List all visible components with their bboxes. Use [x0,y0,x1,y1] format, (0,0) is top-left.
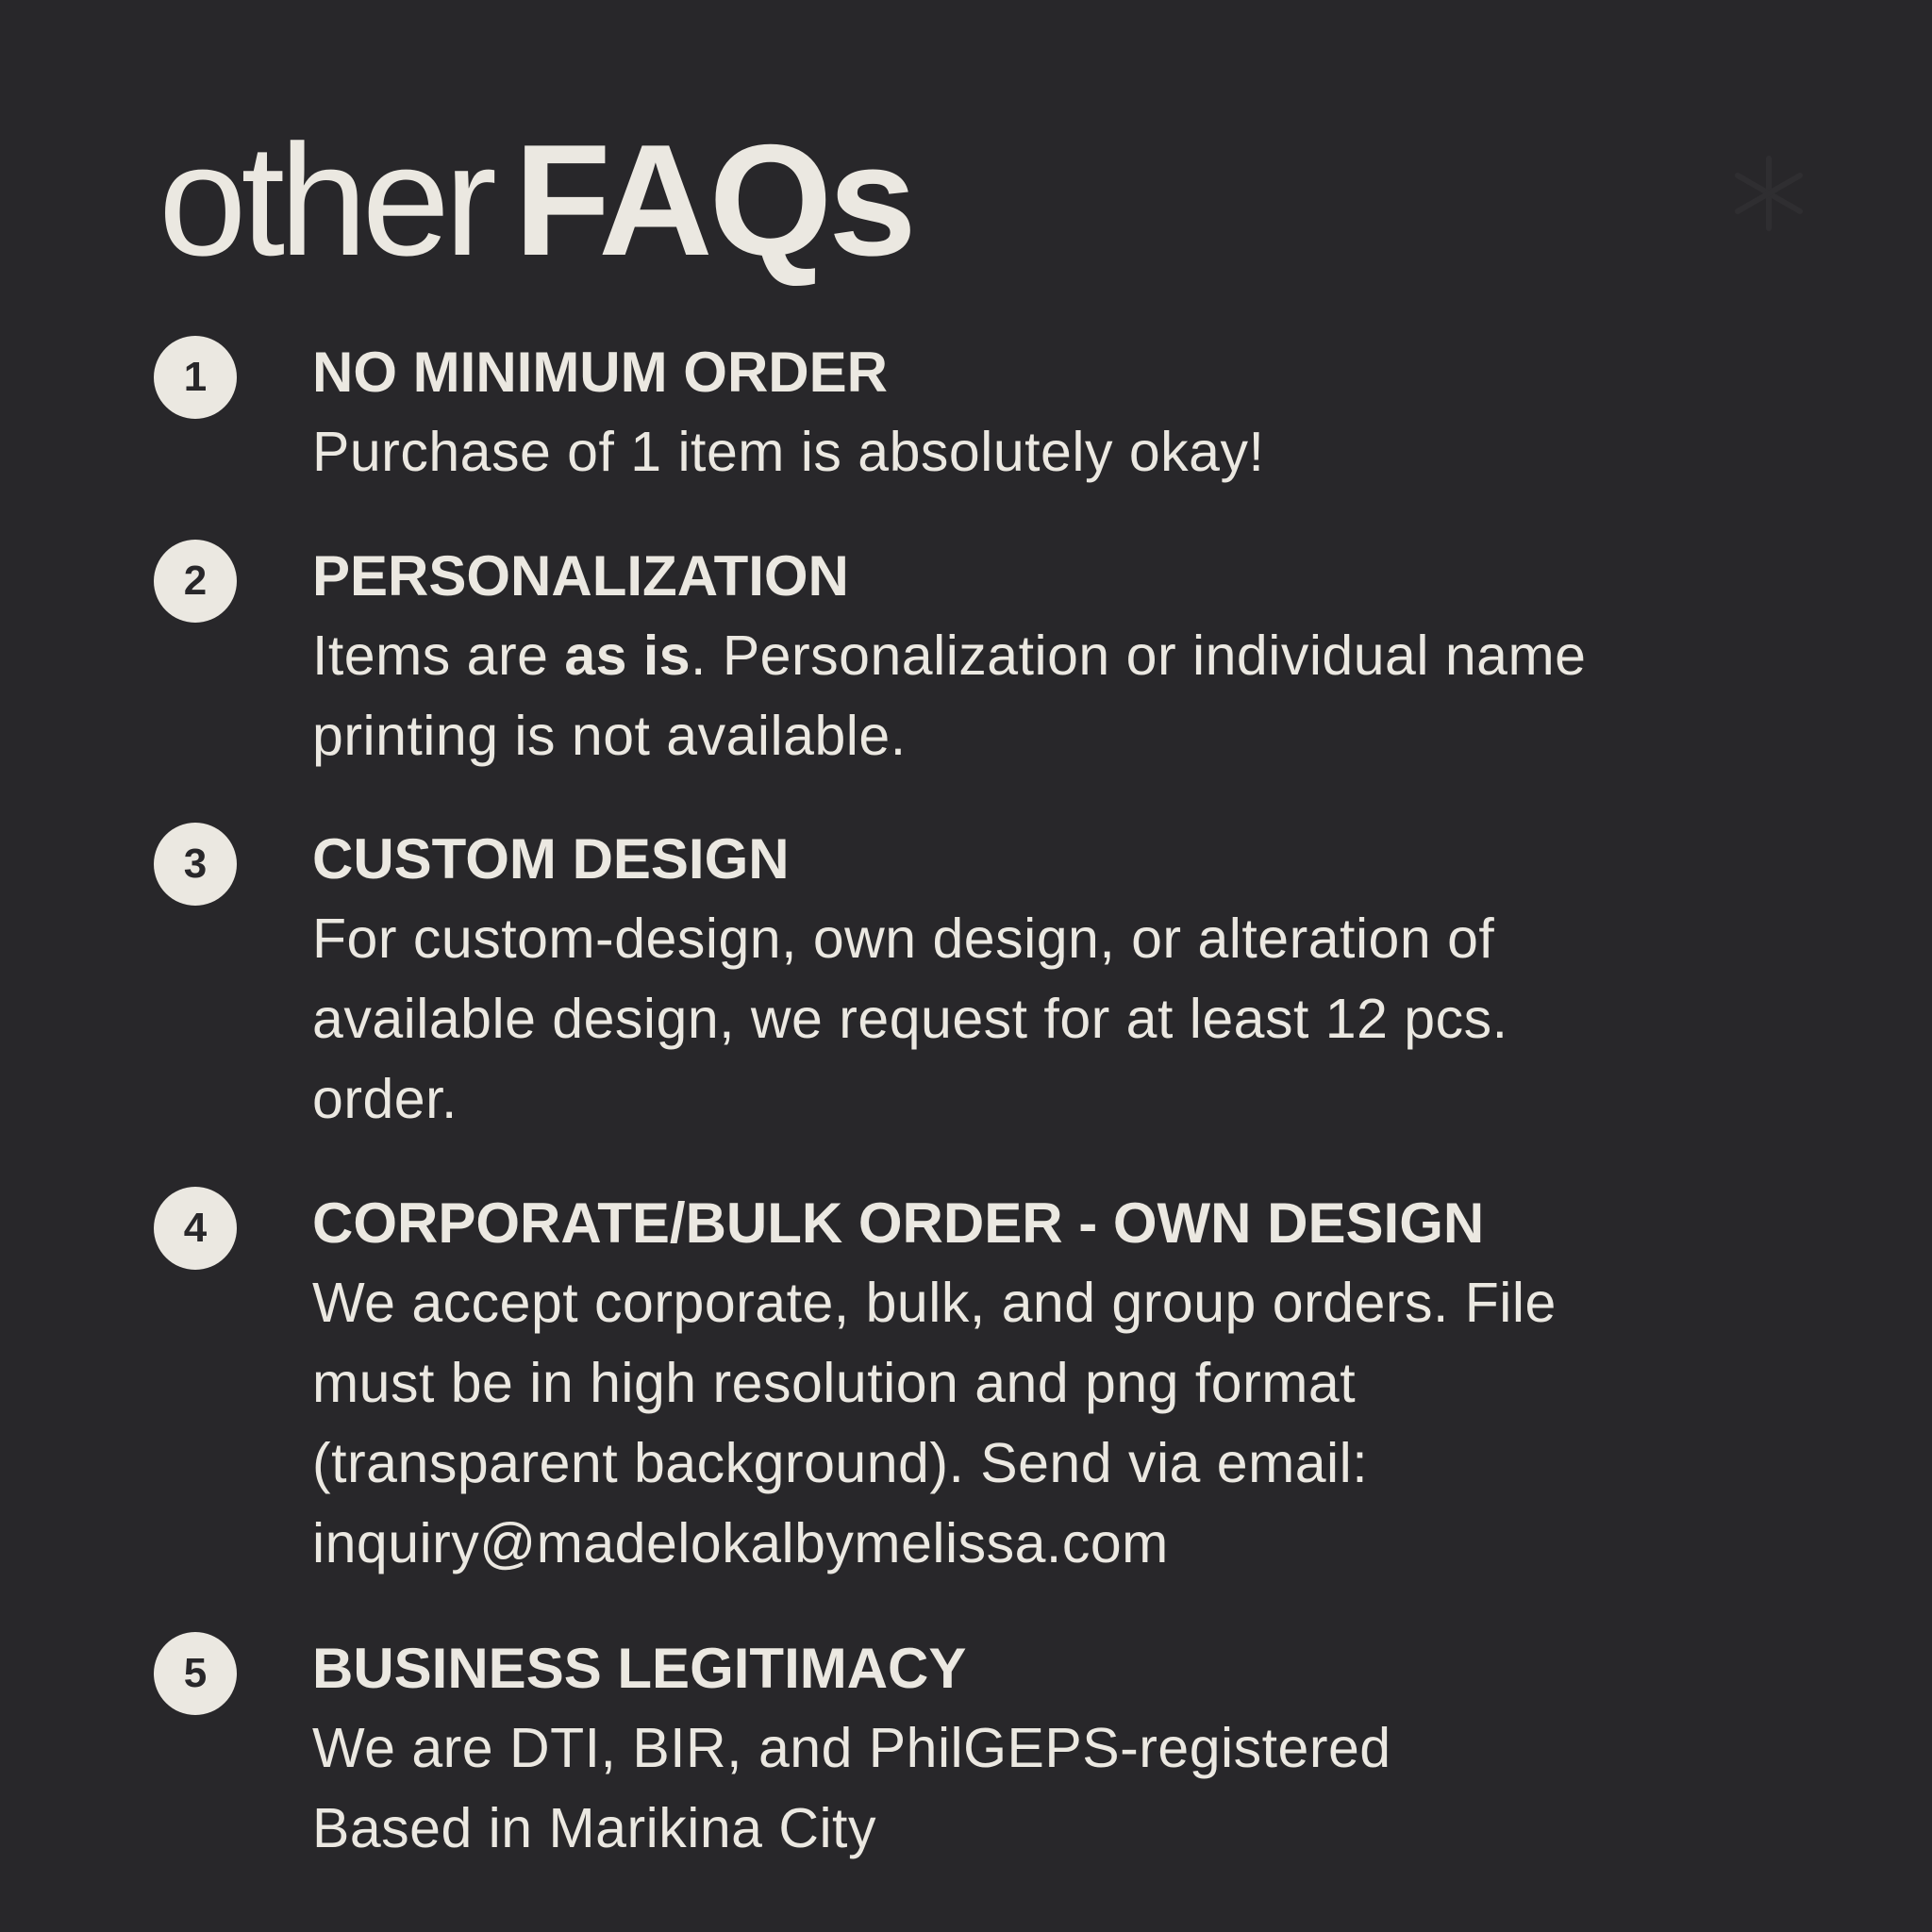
faq-body-line: We accept corporate, bulk, and group orders. File [312,1272,1557,1334]
faq-text [312,819,1784,1140]
email-link[interactable]: inquiry@madelokalbymelissa.com [312,1512,1169,1574]
number-badge: 1 [154,336,237,419]
faq-body [312,1708,1784,1869]
faq-body [312,1263,1784,1584]
number-badge: 5 [154,1632,237,1715]
faq-body-line: Based in Marikina City [312,1797,876,1859]
asterisk-logo-icon [1726,151,1811,236]
title-light-word: other [158,111,491,289]
number-badge: 3 [154,823,237,906]
faq-heading: BUSINESS LEGITIMACY [312,1637,967,1700]
number-badge: 2 [154,540,237,623]
number-badge: 4 [154,1187,237,1270]
faq-body-emphasis: as is [564,625,691,687]
faq-body-line: For custom-design, own design, or alteration of [312,908,1495,970]
faq-body [312,899,1784,1140]
title-bold-word: FAQs [513,111,913,289]
faq-body [312,412,1784,492]
faq-text [312,536,1784,776]
faq-body-text: . Personalization or individual name [691,625,1587,687]
faq-body-line: (transparent background). Send via email: [312,1432,1369,1494]
faq-body-text: Items are [312,625,565,687]
faq-body-line [312,616,1784,696]
faq-text [312,332,1784,492]
faq-body-line: available design, we request for at least 12 pcs. [312,988,1508,1050]
faq-text [312,1183,1784,1584]
page-title [158,111,913,289]
faq-body-line: order. [312,1068,458,1130]
faq-heading: PERSONALIZATION [312,544,849,608]
faq-heading: CUSTOM DESIGN [312,827,790,891]
faq-body-line: We are DTI, BIR, and PhilGEPS-registered [312,1717,1391,1779]
faq-text [312,1628,1784,1869]
faq-body [312,616,1784,776]
faq-body-line: must be in high resolution and png format [312,1352,1357,1414]
faq-heading: CORPORATE/BULK ORDER - OWN DESIGN [312,1191,1485,1255]
faq-body-line: Purchase of 1 item is absolutely okay! [312,421,1265,483]
faq-body-line: printing is not available. [312,705,907,767]
faq-heading: NO MINIMUM ORDER [312,341,888,404]
